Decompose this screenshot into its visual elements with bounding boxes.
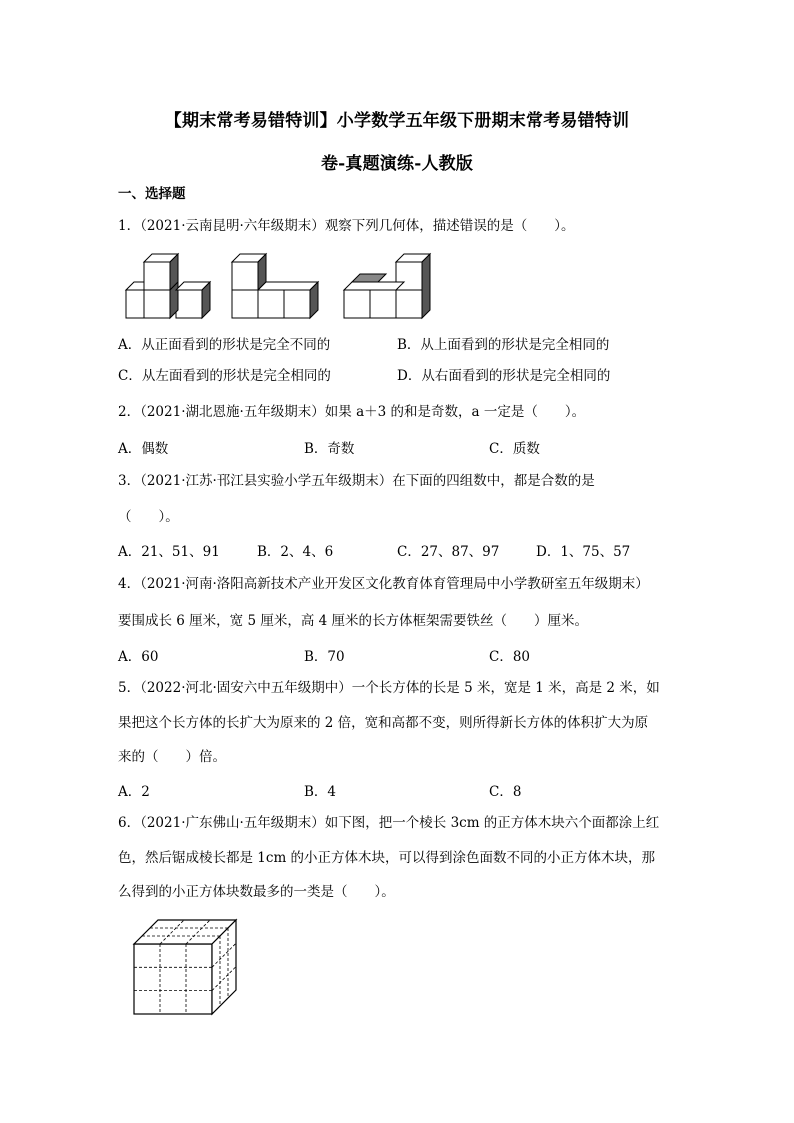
q1-option-d[interactable]: D．从右面看到的形状是完全相同的 (397, 368, 611, 384)
q4-stem-line-2: 要围成长 6 厘米，宽 5 厘米，高 4 厘米的长方体框架需要铁丝（ ）厘米。 (118, 613, 589, 629)
page-title-line-1: 【期末常考易错特训】小学数学五年级下册期末常考易错特训 (164, 111, 630, 131)
page-title-line-2: 卷-真题演练-人教版 (320, 154, 474, 174)
q5-stem-line-3: 来的（ ）倍。 (118, 749, 226, 765)
q4-option-b[interactable]: B．70 (304, 649, 345, 665)
q1-option-c[interactable]: C．从左面看到的形状是完全相同的 (118, 368, 331, 384)
q5-stem-line-2: 果把这个长方体的长扩大为原来的 2 倍，宽和高都不变，则所得新长方体的体积扩大为原 (118, 715, 649, 731)
q1-option-b[interactable]: B．从上面看到的形状是完全相同的 (397, 337, 610, 353)
q2-option-b[interactable]: B．奇数 (304, 441, 355, 457)
solid-3 (344, 254, 430, 318)
q6-stem-line-2: 色，然后锯成棱长都是 1cm 的小正方体木块，可以得到涂色面数不同的小正方体木块，那 (118, 850, 656, 866)
q2-option-a[interactable]: A．偶数 (118, 441, 169, 457)
q5-option-a[interactable]: A．2 (118, 784, 150, 800)
q6-stem-line-1: 6．（2021·广东佛山·五年级期末）如下图，把一个棱长 3cm 的正方体木块六个面都涂上红 (118, 815, 660, 831)
q3-stem-line-1: 3．（2021·江苏·邗江县实验小学五年级期末）在下面的四组数中，都是合数的是 (118, 473, 595, 489)
q4-option-a[interactable]: A．60 (118, 649, 159, 665)
q6-stem-line-3: 么得到的小正方体块数最多的一类是（ ）。 (118, 884, 395, 900)
q3-option-b[interactable]: B．2、4、6 (257, 544, 334, 560)
q3-option-a[interactable]: A．21、51、91 (118, 544, 220, 560)
solid-1 (126, 254, 210, 318)
q5-option-b[interactable]: B．4 (304, 784, 337, 800)
q2-stem: 2．（2021·湖北恩施·五年级期末）如果 a＋3 的和是奇数，a 一定是（ ）。 (118, 404, 586, 420)
q3-option-c[interactable]: C．27、87、97 (397, 544, 500, 560)
q6-cube-figure (132, 918, 242, 1018)
q1-stem: 1．（2021·云南昆明·六年级期末）观察下列几何体，描述错误的是（ ）。 (118, 218, 575, 234)
q3-stem-line-2: （ ）。 (118, 509, 179, 525)
solid-2 (232, 254, 318, 318)
q5-option-c[interactable]: C．8 (489, 784, 522, 800)
q4-stem-line-1: 4．（2021·河南·洛阳高新技术产业开发区文化教育体育管理局中小学教研室五年级期末） (118, 576, 649, 592)
q2-option-c[interactable]: C．质数 (489, 441, 540, 457)
q3-option-d[interactable]: D．1、75、57 (536, 544, 631, 560)
q1-option-a[interactable]: A．从正面看到的形状是完全不同的 (118, 337, 331, 353)
q4-option-c[interactable]: C．80 (489, 649, 531, 665)
q5-stem-line-1: 5．（2022·河北·固安六中五年级期中）一个长方体的长是 5 米，宽是 1 米，高是 2 米，如 (118, 680, 660, 696)
section-heading: 一、选择题 (118, 186, 186, 202)
q1-solids-figure (124, 252, 444, 324)
